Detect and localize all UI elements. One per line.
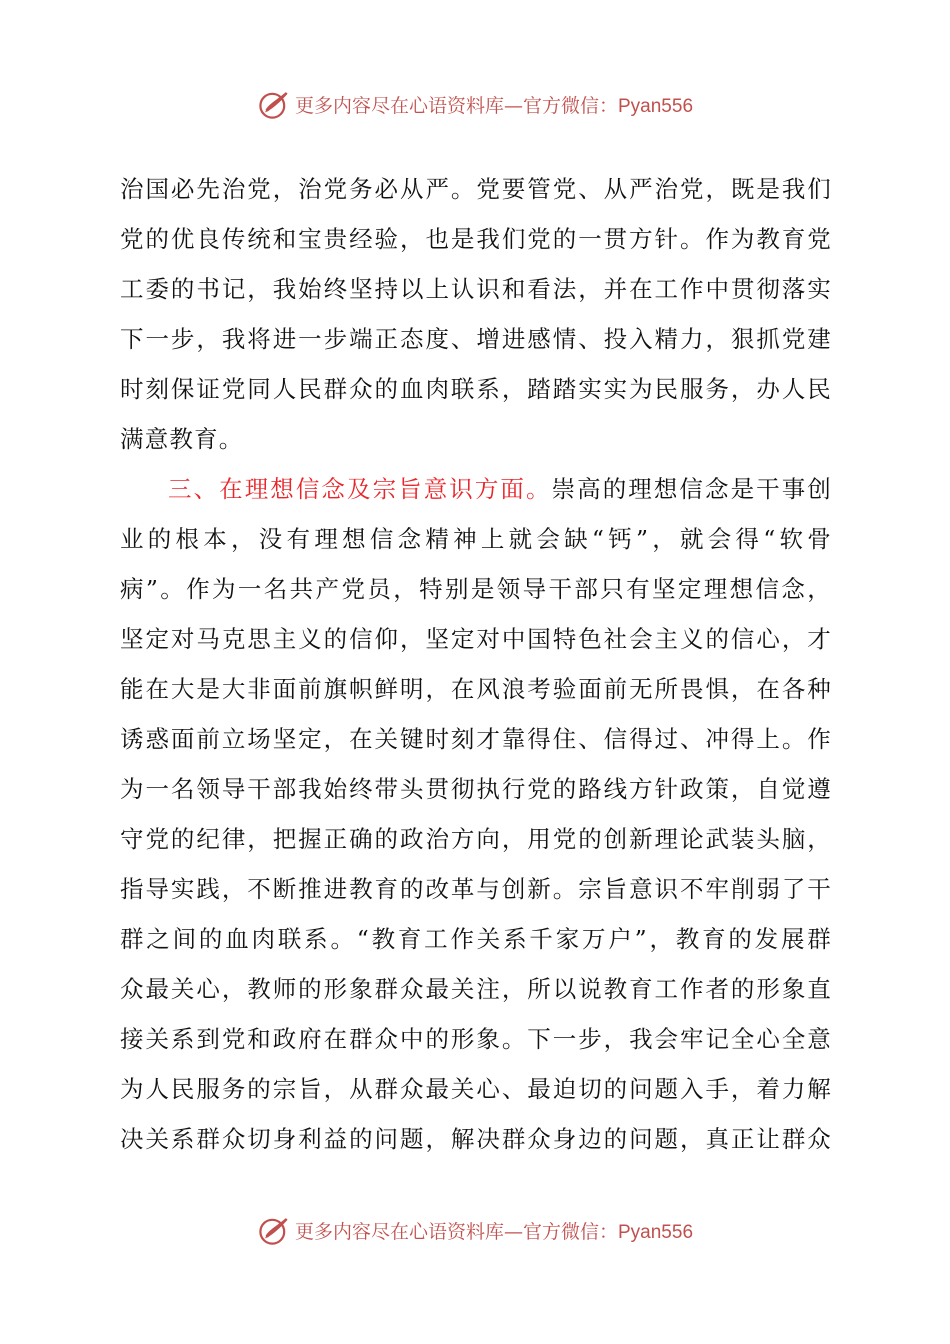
header-banner xyxy=(0,84,950,124)
header-brand-text: 更多内容尽在心语资料库—官方微信： xyxy=(294,94,618,117)
footer-banner xyxy=(0,1210,950,1250)
paragraph-1-line: 时刻保证党同人民群众的血肉联系，踏踏实实为民服务，办人民 xyxy=(120,375,832,403)
header-banner-text xyxy=(295,91,693,118)
paragraph-2-line: 为一名领导干部我始终带头贯彻执行党的路线方针政策，自觉遵 xyxy=(120,775,832,803)
paragraph-2-line: 决关系群众切身利益的问题，解决群众身边的问题，真正让群众 xyxy=(120,1125,832,1153)
paragraph-2-line: 守党的纪律，把握正确的政治方向，用党的创新理论武装头脑， xyxy=(120,825,832,853)
section-heading: 三、在理想信念及宗旨意识方面。 xyxy=(168,475,552,503)
paragraph-1-line: 满意教育。 xyxy=(120,425,244,453)
paragraph-2-line: 业的根本，没有理想信念精神上就会缺“钙”，就会得“软骨 xyxy=(120,525,832,553)
paragraph-2-first-line-rest: 崇高的理想信念是干事创 xyxy=(551,475,832,503)
paragraph-1-line: 下一步，我将进一步端正态度、增进感情、投入精力，狠抓党建 xyxy=(120,325,832,353)
paragraph-2-line: 诱惑面前立场坚定，在关键时刻才靠得住、信得过、冲得上。作 xyxy=(120,725,832,753)
paragraph-2-line: 坚定对马克思主义的信仰，坚定对中国特色社会主义的信心，才 xyxy=(120,625,832,653)
paragraph-2-line: 接关系到党和政府在群众中的形象。下一步，我会牢记全心全意 xyxy=(120,1025,832,1053)
footer-brand-text: 更多内容尽在心语资料库—官方微信： xyxy=(294,1220,618,1243)
paragraph-1-line: 治国必先治党，治党务必从严。党要管党、从严治党，既是我们 xyxy=(120,175,832,203)
paragraph-1 xyxy=(120,164,832,464)
paragraph-2-line: 众最关心，教师的形象群众最关注，所以说教育工作者的形象直 xyxy=(120,975,832,1003)
paragraph-2-line: 指导实践，不断推进教育的改革与创新。宗旨意识不牢削弱了干 xyxy=(120,875,832,903)
document-body xyxy=(120,164,832,1164)
paragraph-2-line: 能在大是大非面前旗帜鲜明，在风浪考验面前无所畏惧，在各种 xyxy=(120,675,832,703)
paragraph-2-line: 病”。作为一名共产党员，特别是领导干部只有坚定理想信念， xyxy=(120,575,832,603)
header-wechat-id: Pyan556 xyxy=(618,95,694,117)
paragraph-1-line: 工委的书记，我始终坚持以上认识和看法，并在工作中贯彻落实 xyxy=(120,275,832,303)
paragraph-1-line: 党的优良传统和宝贵经验，也是我们党的一贯方针。作为教育党 xyxy=(120,225,832,253)
pen-logo-icon xyxy=(257,87,291,121)
paragraph-2-first-line xyxy=(120,464,832,514)
paragraph-2-line: 为人民服务的宗旨，从群众最关心、最迫切的问题入手，着力解 xyxy=(120,1075,832,1103)
paragraph-2 xyxy=(120,464,832,1164)
footer-wechat-id: Pyan556 xyxy=(618,1221,694,1243)
paragraph-2-line: 群之间的血肉联系。“教育工作关系千家万户”，教育的发展群 xyxy=(120,925,832,953)
pen-logo-icon xyxy=(257,1213,291,1247)
footer-banner-text xyxy=(295,1217,693,1244)
